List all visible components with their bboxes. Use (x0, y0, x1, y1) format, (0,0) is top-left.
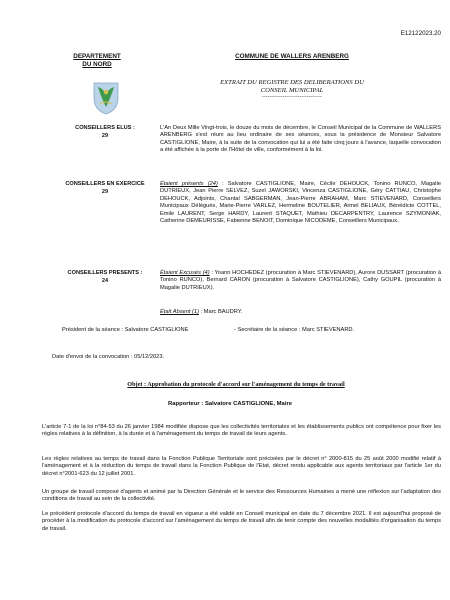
dotted-separator: -------------------------------- (262, 94, 322, 100)
rapporteur-line: Rapporteur : Salvatore CASTIGLIONE, Maire (167, 401, 293, 407)
excuses-paragraph (160, 270, 441, 292)
paragraph-decret: Les règles relatives au temps de travail dans la Fonction Publique Territoriale sont précisées par le décret n° 2000-815 du 25 août 2000 modifié relatif à l'aménagement et à la réduction du temps de travail dans la Fonction Publique de l'Etat, décret rendu applicable aux agents territoriaux par l'article 1er du décret n°2001-623 du 12 juillet 2001. (42, 456, 441, 477)
paragraph-protocole: Le précédent protocole d'accord du temps de travail en vigueur a été validé en Conseil municipal en date du 7 décembre 2021. Il est aujourd'hui proposé de procéder à la modification du protocole d'accord sur l'aménagement du temps de travail afin de tenir compte des nouvelles modalités d'organisation du temps de travail. (42, 511, 441, 532)
absent-list: : Marc BAUDRY. (200, 309, 243, 315)
conseillers-elus-count: 29 (101, 132, 109, 139)
conseillers-exercice-title: CONSEILLERS EN EXERCICE (65, 181, 145, 187)
register-extract-title (198, 79, 386, 100)
presents-list: : Salvatore CASTIGLIONE, Maire, Cécile DEHOUCK, Tonino RUNCO, Magalie DUTRIEUX, Jean Pierre SELVEZ, Suzel JAWORSKI, Vincenza CASTIGLIONE, Géry CATTIAU, Christophe DEHOUCK, Adjoints, Chantal SABGERMAN, Jean-Pierre ABRAHAM, Marc STIEVENARD, Conseillers Municipaux Délégués, Marie-Pierre VARLEZ, Hermeline BOUTELIER, Armel BELIAUX, Bénédicte COTTEL, Emile LAURENT, Serge HARDY, Laurent STAQUET, Mathieu DECARPENTRY, Laurence SZYMONIAK, Catherine DEMEURISSE, Fabienne BENOIT, Dominique NICODEME, Conseillers Municipaux. (160, 181, 441, 225)
department-line1: DEPARTEMENT (73, 53, 121, 60)
absent-heading: Était Absent (1) (160, 309, 199, 315)
conseillers-elus-title: CONSEILLERS ELUS : (75, 125, 135, 131)
commune-title: COMMUNE DE WALLERS ARENBERG (235, 53, 349, 60)
convocation-date: Date d'envoi de la convocation : 05/12/2023. (52, 354, 165, 360)
register-extract-line1: EXTRAIT DU REGISTRE DES DELIBERATIONS DU (220, 79, 364, 86)
president-line: Président de la séance : Salvatore CASTIGLIONE (62, 327, 189, 333)
paragraph-loi: L'article 7-1 de la loi n°84-53 du 26 janvier 1984 modifiée dispose que les collectivités territoriales et les établissements publics ont compétence pour fixer les règles relatives à la définition, à la durée et à l'aménagement du temps de travail de leurs agents. (42, 424, 441, 438)
department-header (62, 53, 132, 68)
presents-heading: Étaient présents (24) (160, 181, 218, 187)
conseillers-elus-text: L'An Deux Mille Vingt-trois, le douze du mois de décembre, le Conseil Municipal de la Commune de WALLERS ARENBERG s'est réuni au lieu ordinaire de ses séances, sous la présidence de Monsieur Salvatore CASTIGLIONE, Maire, à la suite de la convocation qui lui a été faite cinq jours à l'avance, laquelle convocation a été affichée à la porte de l'Hôtel de ville, conformément à la loi. (160, 125, 441, 154)
department-line2: DU NORD (82, 60, 112, 68)
coat-of-arms-icon (91, 80, 121, 121)
excuses-heading: Étaient Excusés (4) (160, 270, 210, 276)
objet-text: : Approbation du protocole d'accord sur l'aménagement du temps de travail (142, 381, 345, 388)
absent-paragraph (160, 309, 441, 316)
conseillers-exercice-count: 29 (101, 188, 109, 195)
register-extract-line2: CONSEIL MUNICIPAL (260, 86, 324, 94)
paragraph-groupe-travail: Un groupe de travail composé d'agents et animé par la Direction Générale et le service des Ressources Humaines a mené une réflexion sur l'adaptation des conditions de travail au sein de la collectivité. (42, 489, 441, 503)
conseillers-exercice-label (50, 181, 160, 196)
conseillers-elus-label (60, 125, 150, 140)
excuses-list: : Yoann HOCHEDEZ (procuration à Marc STIEVENARD), Aurore DUSSART (procuration à Tonino RUNCO), Bernard CARON (procuration à Salvatore CASTIGLIONE), Cathy GOUPIL (procuration à Magalie DUTRIEUX). (160, 270, 441, 291)
presents-paragraph (160, 181, 441, 226)
conseillers-presents-label (52, 270, 158, 285)
secretaire-line: - Secrétaire de la séance : Marc STIEVENARD. (234, 327, 355, 333)
objet-prefix: Objet (127, 381, 143, 388)
objet-line (86, 381, 386, 389)
conseillers-presents-title: CONSEILLERS PRESENTS : (67, 270, 143, 276)
document-reference: E12122023.20 (400, 30, 441, 37)
conseillers-presents-count: 24 (101, 277, 109, 284)
